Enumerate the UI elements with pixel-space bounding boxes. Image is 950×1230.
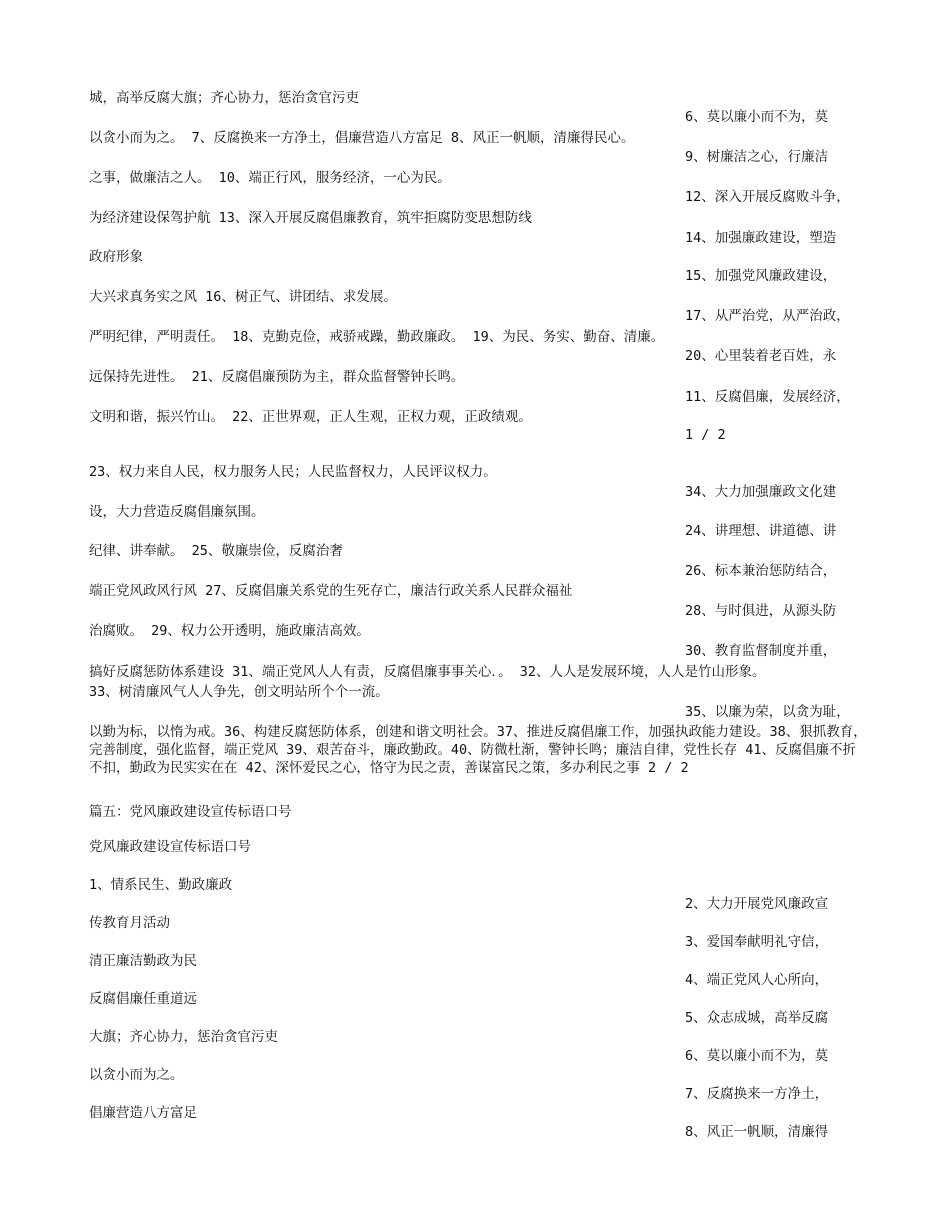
text-line: 35、以廉为荣，以贪为耻，	[685, 704, 850, 720]
text-line: 12、深入开展反腐败斗争，	[685, 189, 850, 205]
text-line: 严明纪律，严明责任。 18、克勤克俭，戒骄戒躁，勤政廉政。 19、为民、务实、勤奋、清廉。	[89, 329, 665, 345]
section-heading: 篇五：党风廉政建设宣传标语口号	[89, 804, 292, 820]
text-line: 24、讲理想、讲道德、讲	[685, 523, 837, 539]
text-line: 5、众志成城，高举反腐	[685, 1010, 829, 1026]
text-line: 34、大力加强廉政文化建	[685, 484, 837, 500]
text-line: 23、权力来自人民，权力服务人民；人民监督权力，人民评议权力。	[89, 464, 497, 480]
text-line: 大旗；齐心协力，惩治贪官污吏	[89, 1029, 278, 1045]
text-line: 以贪小而为之。	[89, 1067, 184, 1083]
text-line: 设，大力营造反腐倡廉氛围。	[89, 504, 265, 520]
text-line: 28、与时俱进，从源头防	[685, 603, 837, 619]
text-line: 以贪小而为之。 7、反腐换来一方净土，倡廉营造八方富足 8、风正一帆顺，清廉得民心。	[89, 130, 635, 146]
text-line: 30、教育监督制度并重，	[685, 643, 837, 659]
text-line: 治腐败。 29、权力公开透明，施政廉洁高效。	[89, 623, 370, 639]
text-line: 6、莫以廉小而不为，莫	[685, 109, 829, 125]
text-line: 倡廉营造八方富足	[89, 1105, 197, 1121]
page-number: 1 / 2	[685, 427, 726, 443]
text-line: 端正党风政风行风 27、反腐倡廉关系党的生死存亡，廉洁行政关系人民群众福祉	[89, 583, 573, 599]
text-line: 1、情系民生、勤政廉政	[89, 877, 233, 893]
text-line: 6、莫以廉小而不为，莫	[685, 1048, 829, 1064]
text-line: 纪律、讲奉献。 25、敬廉崇俭，反腐治奢	[89, 543, 343, 559]
text-line: 8、风正一帆顺，清廉得	[685, 1124, 829, 1140]
document-title: 党风廉政建设宣传标语口号	[89, 839, 251, 855]
text-line: 17、从严治党，从严治政，	[685, 308, 850, 324]
text-line: 14、加强廉政建设，塑造	[685, 230, 837, 246]
text-line: 文明和谐，振兴竹山。 22、正世界观，正人生观，正权力观，正政绩观。	[89, 409, 532, 425]
text-line: 清正廉洁勤政为民	[89, 953, 197, 969]
text-line: 政府形象	[89, 249, 143, 265]
text-line: 2、大力开展党风廉政宣	[685, 896, 829, 912]
text-line: 11、反腐倡廉，发展经济，	[685, 389, 850, 405]
text-line: 3、爱国奉献明礼守信，	[685, 934, 829, 950]
text-line: 为经济建设保驾护航 13、深入开展反腐倡廉教育，筑牢拒腐防变思想防线	[89, 210, 532, 226]
text-line: 4、端正党风人心所向，	[685, 972, 829, 988]
text-line: 7、反腐换来一方净土，	[685, 1086, 829, 1102]
text-line: 33、树清廉风气人人争先，创文明站所个个一流。	[89, 684, 389, 700]
text-line: 之事，做廉洁之人。 10、端正行风，服务经济，一心为民。	[89, 170, 451, 186]
text-line: 15、加强党风廉政建设，	[685, 268, 837, 284]
text-paragraph: 以勤为标，以惰为戒。36、构建反腐惩防体系，创建和谐文明社会。37、推进反腐倡廉工作，加强执政能力建设。38、狠抓教育，完善制度，强化监督，端正党风 39、艰苦奋斗，廉政勤政。40、防微杜渐，警钟长鸣；廉洁自律，党性长存 41、反腐倡廉不折不扣，勤政为民实实在在 42、深怀爱民之心，恪守为民之责，善谋富民之策，多办利民之事 2 / 2	[89, 724, 867, 776]
text-line: 反腐倡廉任重道远	[89, 991, 197, 1007]
text-line: 9、树廉洁之心，行廉洁	[685, 149, 829, 165]
text-line: 远保持先进性。 21、反腐倡廉预防为主，群众监督警钟长鸣。	[89, 369, 465, 385]
text-line: 城，高举反腐大旗；齐心协力，惩治贪官污吏	[89, 90, 359, 106]
text-line: 26、标本兼治惩防结合，	[685, 563, 837, 579]
text-line: 传教育月活动	[89, 915, 170, 931]
text-line: 大兴求真务实之风 16、树正气、讲团结、求发展。	[89, 289, 397, 305]
text-line: 搞好反腐惩防体系建设 31、端正党风人人有责，反腐倡廉事事关心．。 32、人人是发展环境，人人是竹山形象。	[89, 664, 766, 680]
text-line: 20、心里装着老百姓，永	[685, 348, 837, 364]
